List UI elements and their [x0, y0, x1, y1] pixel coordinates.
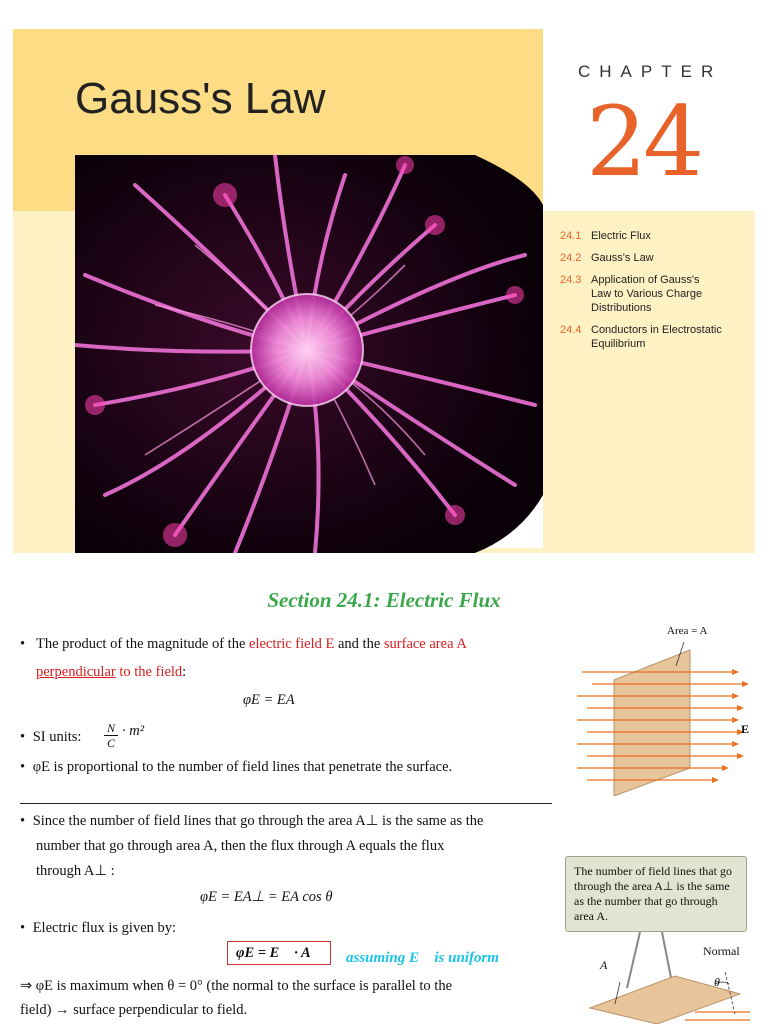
max-flux-line: field) → surface perpendicular to field.	[20, 1002, 248, 1018]
toc-item-label: Gauss's Law	[591, 252, 654, 264]
si-units-rest: · m²	[122, 723, 145, 739]
toc-item-number: 24.1	[560, 230, 582, 242]
bullet-flux-definition	[20, 632, 540, 657]
bullet-dot: •	[20, 759, 26, 775]
max-flux-line: ⇒ φE is maximum when θ = 0° (the normal to the surface is parallel to the	[20, 978, 453, 994]
bullet-dot: •	[20, 729, 26, 745]
equation-box	[227, 944, 331, 962]
bullet-flux-definition-line2	[36, 660, 186, 685]
normal-label: Normal	[703, 944, 740, 958]
bullet-dot: •	[20, 813, 26, 829]
highlight-surface-area: surface area A	[383, 636, 467, 652]
bullet-si-units	[20, 725, 81, 750]
section-divider	[20, 803, 552, 804]
chapter-number: 24	[586, 86, 701, 198]
section-heading: Section 24.1: Electric Flux	[267, 588, 501, 612]
text: :	[182, 664, 187, 680]
bullet-flux-equivalence	[20, 809, 540, 834]
toc-item-number: 24.3	[560, 274, 582, 286]
highlight-to-field: to the field	[115, 664, 183, 680]
area-label: Area = A	[667, 625, 708, 637]
field-lines-text: φE is proportional to the number of field lines that penetrate the surface.	[32, 759, 453, 775]
si-units-fraction	[104, 721, 118, 750]
area-a-label: A	[600, 958, 608, 972]
equation-flux-dot: φE = E⃗ · A⃗	[227, 941, 331, 965]
text-line: number that go through area A, then the flux through A equals the flux	[36, 838, 445, 854]
text-line: through A⊥ :	[36, 863, 115, 879]
toc-item[interactable]	[560, 229, 755, 243]
bullet-dot: •	[20, 636, 26, 652]
toc-item[interactable]	[560, 323, 755, 351]
toc-item[interactable]	[560, 251, 755, 265]
toc-item[interactable]	[560, 273, 755, 315]
toc-item-label: Electric Flux	[591, 230, 651, 242]
figure-callout: The number of field lines that go through the area A⊥ is the same as the number that go through area A.	[565, 856, 747, 932]
bullet-flux-given	[20, 916, 176, 941]
equation-flux-ea: φE = EA	[243, 692, 295, 708]
chapter-toc	[560, 229, 755, 359]
banner-cream-left	[13, 211, 77, 553]
toc-item-number: 24.4	[560, 324, 582, 336]
field-lines-figure	[572, 620, 758, 796]
si-den: C	[106, 736, 115, 750]
bullet-dot: •	[20, 920, 26, 936]
uniform-note: assuming E⃗ is uniform	[346, 950, 499, 966]
toc-item-label: Conductors in Electrostatic Equilibrium	[591, 324, 722, 350]
equation-flux-cos: φE = EA⊥ = EA cos θ	[200, 889, 333, 905]
bullet-field-lines	[20, 755, 452, 780]
si-num: N	[104, 721, 118, 736]
theta-label: θ	[714, 975, 720, 989]
text: The product of the magnitude of the	[36, 636, 250, 652]
text-line: Since the number of field lines that go through the area A⊥ is the same as the	[32, 813, 484, 829]
highlight-electric-field: electric field E	[249, 636, 335, 652]
si-units-label: SI units:	[32, 729, 82, 745]
text: Electric flux is given by:	[32, 920, 177, 936]
toc-item-label: Application of Gauss's Law to Various Charge Distributions	[591, 274, 703, 314]
toc-item-number: 24.2	[560, 252, 582, 264]
highlight-perpendicular: perpendicular	[36, 664, 116, 680]
text: and the	[334, 636, 384, 652]
chapter-title: Gauss's Law	[75, 74, 326, 123]
field-vector-label: E⃗	[741, 722, 759, 736]
plasma-globe-image	[75, 155, 543, 553]
chapter-label: CHAPTER	[578, 62, 723, 81]
